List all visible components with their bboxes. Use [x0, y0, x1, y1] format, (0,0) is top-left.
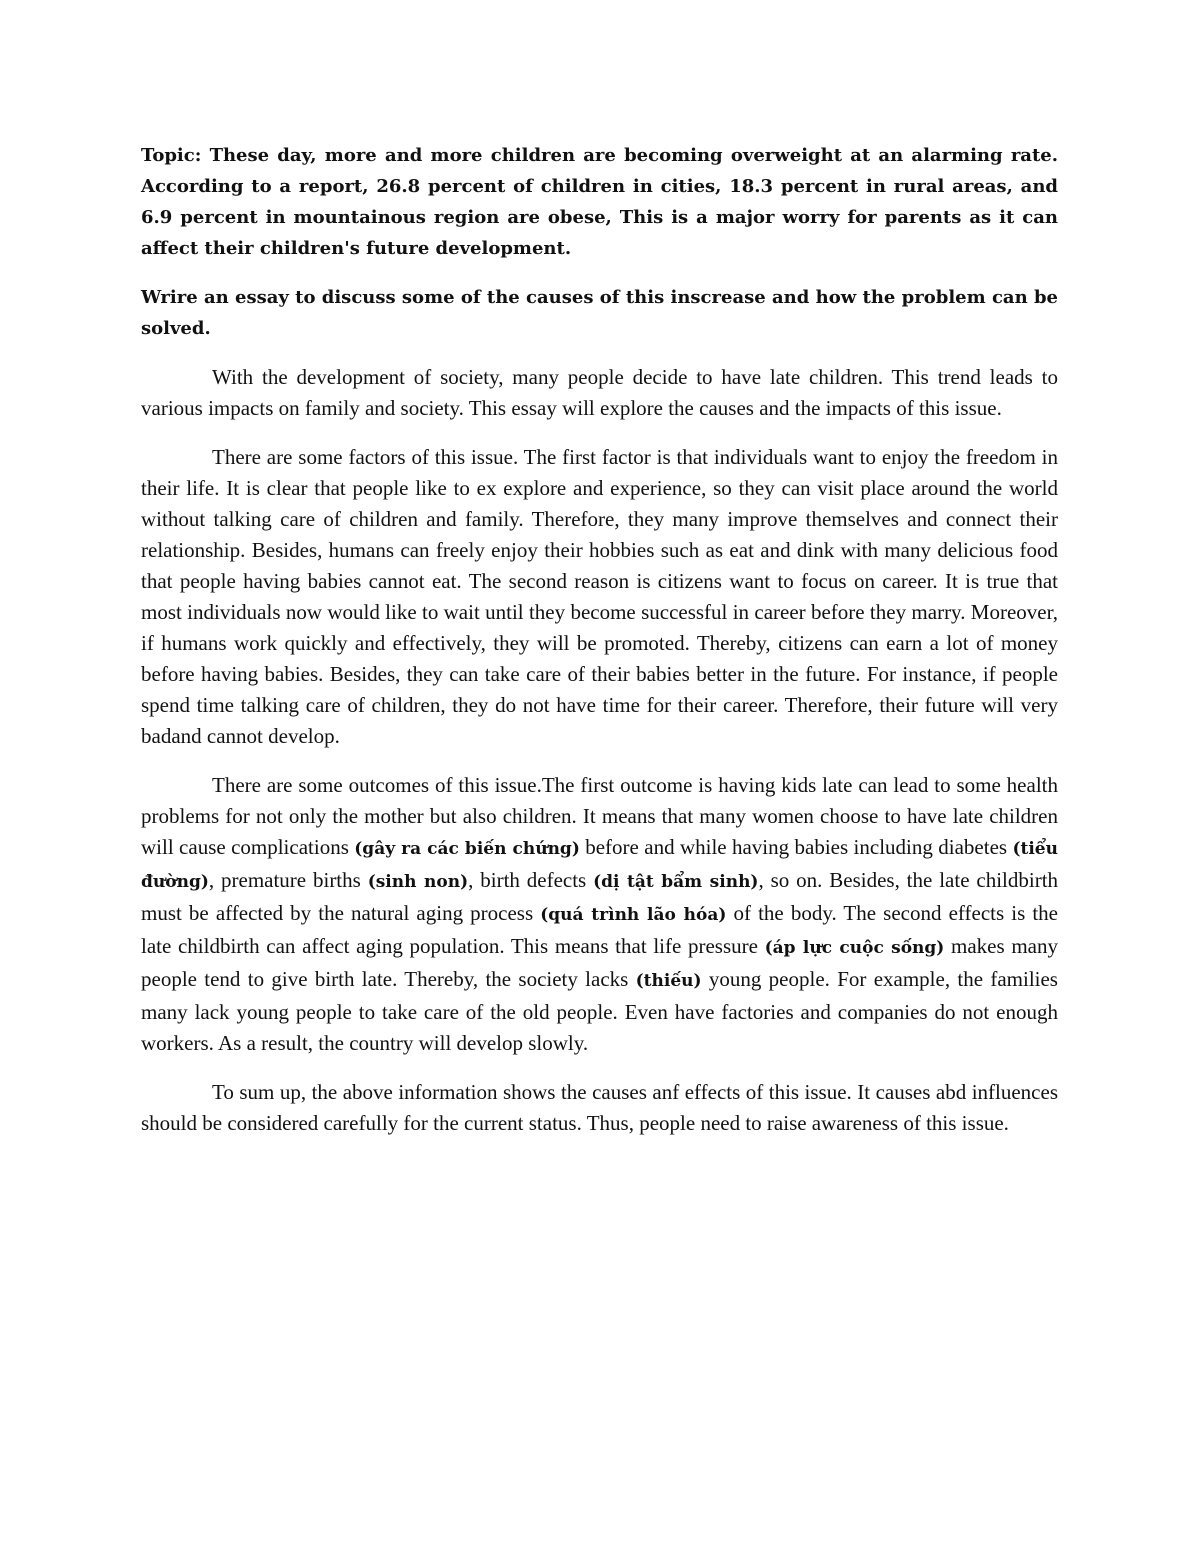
- body2-text-5: , so on. Besides, the late childbirth must be affected by the natural aging process: [141, 868, 1059, 925]
- vocab-gloss-lacks: (thiếu): [635, 971, 702, 991]
- vocab-gloss-aging-process: (quá trình lão hóa): [540, 905, 727, 925]
- body-paragraph-effects: [141, 770, 1058, 1059]
- body2-text-7: makes many people tend to give birth late. Thereby, the society lacks: [141, 934, 1058, 991]
- vocab-gloss-life-pressure: (áp lực cuộc sống): [764, 938, 945, 958]
- essay-task: Wrire an essay to discuss some of the causes of this inscrease and how the problem can be solved.: [141, 287, 1058, 339]
- body2-text-8: young people. For example, the families many lack young people to take care of the old people. Even have factories and companies do not enough workers. As a result, the country will develop slowly.: [141, 967, 1058, 1055]
- vocab-gloss-birth-defects: (dị tật bẩm sinh): [593, 872, 759, 892]
- body-paragraph-causes: There are some factors of this issue. The first factor is that individuals want to enjoy the freedom in their life. It is clear that people like to ex explore and experience, so they can visit place around the world without talking care of children and family. Therefore, they many improve themselves and connect their relationship. Besides, humans can freely enjoy their hobbies such as eat and dink with many delicious food that people having babies cannot eat. The second reason is citizens want to focus on career. It is true that most individuals now would like to wait until they become successful in career before they marry. Moreover, if humans work quickly and effectively, they will be promoted. Thereby, citizens can earn a lot of money before having babies. Besides, they can take care of their babies better in the future. For instance, if people spend time talking care of children, they do not have time for their career. Therefore, their future will very badand cannot develop.: [141, 445, 1058, 748]
- body2-text-6: of the body. The second effects is the late childbirth can affect aging population. This means that life pressure: [141, 901, 1058, 958]
- body2-text-4: , birth defects: [468, 868, 594, 892]
- body2-text-3: , premature births: [208, 868, 368, 892]
- conclusion-paragraph: To sum up, the above information shows the causes anf effects of this issue. It causes abd influences should be considered carefully for the current status. Thus, people need to raise awareness of this issue.: [141, 1080, 1058, 1135]
- body2-text-2: before and while having babies including diabetes: [579, 835, 1013, 859]
- essay-topic: Topic: These day, more and more children are becoming overweight at an alarming rate. According to a report, 26.8 percent of children in cities, 18.3 percent in rural areas, and 6.9 percent in mountainous region are obese, This is a major worry for parents as it can affect their children's future development.: [141, 145, 1058, 259]
- intro-paragraph: With the development of society, many people decide to have late children. This trend leads to various impacts on family and society. This essay will explore the causes and the impacts of this issue.: [141, 365, 1058, 420]
- vocab-gloss-diabetes: (tiểu đường): [141, 839, 1058, 892]
- document-page: [141, 140, 1058, 1139]
- vocab-gloss-premature-births: (sinh non): [367, 872, 469, 892]
- body2-text-1: There are some outcomes of this issue.The first outcome is having kids late can lead to some health problems for not only the mother but also children. It means that many women choose to have late children will cause complications: [141, 773, 1058, 859]
- vocab-gloss-complications: (gây ra các biến chứng): [354, 839, 580, 859]
